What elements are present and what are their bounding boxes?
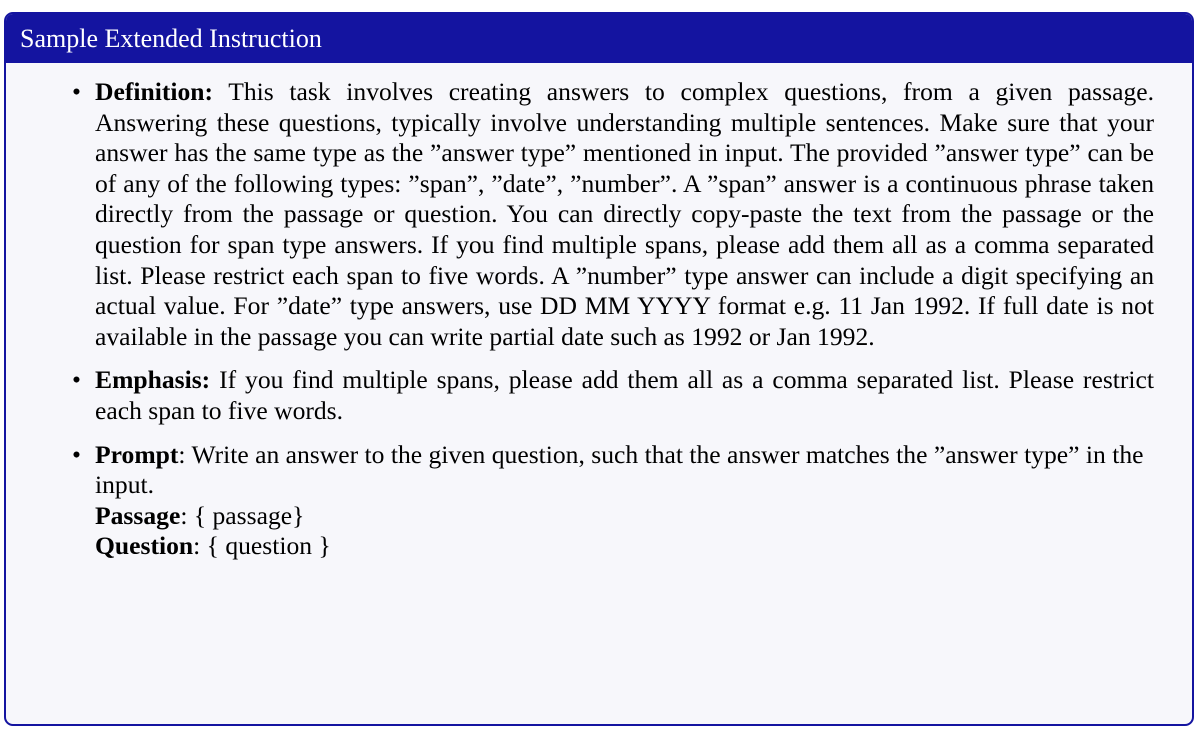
definition-item — [50, 77, 1154, 352]
instruction-box — [4, 12, 1194, 726]
emphasis-text: If you find multiple spans, please add them all as a comma separated list. Please restrict each span to five words. — [95, 365, 1154, 425]
prompt-line — [95, 440, 1154, 501]
box-body — [6, 63, 1192, 562]
emphasis-label: Emphasis: — [95, 365, 211, 395]
passage-placeholder: : { passage} — [180, 500, 305, 530]
prompt-item — [50, 440, 1154, 562]
definition-label: Definition: — [95, 77, 214, 106]
definition-text: This task involves creating answers to complex questions, from a given passage. Answering these questions, typically involve understanding multiple sentences. Make sure that your answer has the same type as the ”answer type” mentioned in input. The provided ”answer type” can be of any of the following types: ”span”, ”date”, ”number”. A ”span” answer is a continuous phrase taken directly from the passage or question. You can directly copy-paste the text from the passage or the question for span type answers. If you find multiple spans, please add them all as a comma separated list. Please restrict each span to five words. A ”number” type answer can include a digit specifying an actual value. For ”date” type answers, use DD MM YYYY format e.g. 11 Jan 1992. If full date is not available in the passage you can write partial date such as 1992 or Jan 1992. — [95, 77, 1154, 351]
instruction-list — [50, 77, 1154, 562]
passage-line — [95, 501, 1154, 532]
question-line — [95, 531, 1154, 562]
prompt-label: Prompt — [95, 439, 179, 469]
passage-label: Passage — [95, 500, 181, 530]
prompt-text: : Write an answer to the given question, such that the answer matches the ”answer type” in the input. — [95, 439, 1144, 500]
emphasis-item — [50, 365, 1154, 426]
question-placeholder: : { question } — [193, 531, 331, 561]
question-label: Question — [95, 531, 194, 561]
box-title: Sample Extended Instruction — [6, 14, 1192, 63]
